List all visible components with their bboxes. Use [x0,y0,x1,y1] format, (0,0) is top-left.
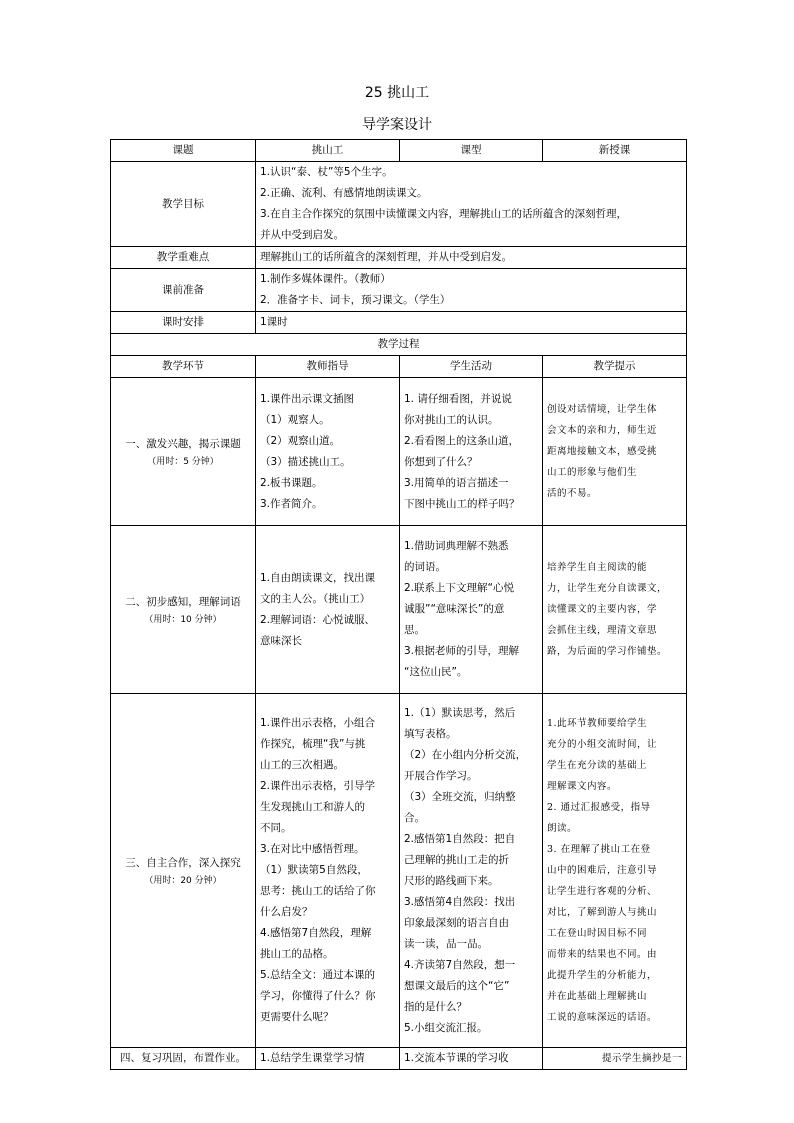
cell-line: 山中的困难后，注意引导 [547,865,658,876]
cell-line: 而带来的结果也不同。由 [547,949,658,960]
stage-name: 三、自主合作，深入探究 [125,857,241,869]
cell-line: 1.交流本节课的学习收 [404,1052,509,1064]
type-label: 课型 [400,140,543,162]
cell-line: 会抓住主线，理清文章思 [547,625,658,636]
stage-name-cell [111,526,256,694]
stage-row [111,526,687,694]
lesson-plan-table [110,139,687,1070]
cell-line: 2.板书课题。 [260,476,323,489]
cell-line: 充分的小组交流时间，让 [547,739,658,750]
tips-cell [543,694,687,1048]
student-cell [400,378,543,526]
cell-line: 工在登山时因目标不同 [547,928,648,939]
stage-row [111,1048,687,1070]
cell-line: 思。 [404,624,425,636]
cell-line: 读一读，品一品。 [404,937,488,950]
key-points-row [111,247,687,269]
cell-line: 2.课件出示表格，引导学 [260,780,376,792]
cell-line: 1.总结学生课堂学习情 [260,1052,365,1064]
cell-line: 1. 请仔细看图，并说说 [404,392,512,405]
cell-line: 培养学生自主阅读的能 [547,562,648,573]
schedule-value: 1课时 [256,312,687,334]
cell-line: 2.理解词语：心悦诚服、 [260,613,376,626]
cell-line: 1.课件出示表格，小组合 [260,717,376,729]
cell-line: 3.在对比中感悟哲理。 [260,843,365,855]
cell-line: 此提升学生的分析能力， [547,970,658,981]
cell-line: 开展合作学习。 [404,769,478,782]
stage-name-cell [111,694,256,1048]
cell-line: 挑山工的品格。 [260,948,334,960]
stage-time: （用时：10 分钟） [144,615,222,625]
tips-cell [543,526,687,694]
lesson-title: 25 挑山工 [364,85,430,101]
objectives-label: 教学目标 [111,162,256,247]
stage-name-cell [111,378,256,526]
objectives-row [111,162,687,247]
cell-line: 1.自由朗读课文，找出课 [260,571,376,584]
cell-line: 理解课文内容。 [547,781,618,792]
stage-row [111,378,687,526]
header-row [111,140,687,162]
cell-line: 己理解的挑山工走的折 [404,853,509,866]
cell-line: 指的是什么？ [404,1000,467,1013]
cell-line: 生发现挑山工和游人的 [260,801,365,813]
column-header-stage: 教学环节 [111,356,256,378]
cell-line: 2.感悟第1自然段：把自 [404,832,516,845]
stage-name-cell [111,1048,256,1070]
cell-line: 什么启发？ [260,906,313,918]
process-title: 教学过程 [111,334,687,356]
objective-line: 2.正确、流利、有感情地朗读课文。 [260,187,428,199]
student-cell [400,694,543,1048]
key-points-value: 理解挑山工的话所蕴含的深刻哲理，并从中受到启发。 [256,247,687,269]
lesson-value: 挑山工 [256,140,400,162]
column-header-row [111,356,687,378]
cell-line: 3. 在理解了挑山工在登 [547,844,651,855]
cell-line: 提示学生摘抄是一 [601,1053,682,1064]
cell-line: 尺形的路线画下来。 [404,874,499,887]
stage-name: 一、激发兴趣，揭示课题 [125,438,241,450]
process-title-row [111,334,687,356]
tips-cell [543,378,687,526]
cell-line: （1）观察人。 [260,413,330,426]
lesson-label: 课题 [111,140,256,162]
cell-line: 力，让学生充分自读课文， [547,583,668,594]
cell-line: 填写表格。 [404,727,457,740]
cell-line: 活的不易。 [547,488,598,499]
stage-row [111,694,687,1048]
cell-line: 你对挑山工的认识。 [404,413,499,426]
stage-name: 四、复习巩固，布置作业。 [120,1052,246,1064]
objective-line: 3.在自主合作探究的氛围中读懂课文内容，理解挑山工的话所蕴含的深刻哲理， [260,208,628,220]
cell-line: 会文本的亲和力，师生近 [547,425,658,436]
cell-line: 1.此环节教师要给学生 [547,718,648,729]
cell-line: 3.用简单的语言描述一 [404,476,509,489]
cell-line: 朗读。 [547,823,578,834]
stage-name: 二、初步感知，理解词语 [125,596,241,608]
student-cell [400,526,543,694]
cell-line: 5.总结全文：通过本课的 [260,969,376,981]
schedule-label: 课时安排 [111,312,256,334]
cell-line: （3）全班交流，归纳整 [404,790,516,803]
cell-line: 2.看看图上的这条山道， [404,434,520,447]
cell-line: 合。 [404,811,425,824]
cell-line: 更需要什么呢？ [260,1011,334,1023]
cell-line: 作探究，梳理“我”与挑 [260,738,366,750]
cell-line: 3.根据老师的引导，理解 [404,645,520,657]
cell-line: 3.作者简介。 [260,497,323,510]
cell-line: 创设对话情境，让学生体 [547,404,658,415]
schedule-row [111,312,687,334]
cell-line: （2）观察山道。 [260,434,341,447]
teacher-cell [256,694,400,1048]
stage-time: （用时：5 分钟） [147,457,219,467]
cell-line: 山工的形象与他们生 [547,467,638,478]
cell-line: 下图中挑山工的样子吗？ [404,497,520,510]
cell-line: 学习，你懂得了什么？你 [260,990,376,1002]
cell-line: 思考：挑山工的话给了你 [260,885,376,897]
cell-line: 1.（1）默读思考，然后 [404,706,516,719]
cell-line: 学生在充分读的基础上 [547,760,648,771]
cell-line: 想课文最后的这个“它” [404,979,510,992]
cell-line: 4.感悟第7自然段，理解 [260,927,372,939]
objectives-content [256,162,687,247]
key-points-label: 教学重难点 [111,247,256,269]
column-header-teacher: 教师指导 [256,356,400,378]
cell-line: 2.联系上下文理解“心悦 [404,582,514,594]
cell-line: 你想到了什么？ [404,455,478,468]
cell-line: 文的主人公。（挑山工） [260,592,371,605]
preparation-label: 课前准备 [111,269,256,312]
cell-line: 让学生进行客观的分析、 [547,886,658,897]
preparation-row [111,269,687,312]
cell-line: 并在此基础上理解挑山 [547,991,648,1002]
column-header-student: 学生活动 [400,356,543,378]
cell-line: 山工的三次相遇。 [260,759,344,771]
cell-line: 意味深长 [260,634,302,647]
cell-line: 4.齐读第7自然段，想一 [404,958,516,971]
objective-line: 并从中受到启发。 [260,229,344,241]
cell-line: 2. 通过汇报感受，指导 [547,802,651,813]
teacher-cell [256,378,400,526]
cell-line: 对比，了解到游人与挑山 [547,907,658,918]
teacher-cell [256,526,400,694]
cell-line: 路，为后面的学习作铺垫。 [547,646,668,657]
preparation-content [256,269,687,312]
cell-line: 的词语。 [404,561,446,573]
preparation-line: 2．准备字卡、词卡，预习课文。（学生） [260,294,451,306]
document-subtitle: 导学案设计 [362,117,432,133]
cell-line: 1.课件出示课文插图 [260,392,355,405]
teacher-cell [256,1048,400,1070]
column-header-tips: 教学提示 [543,356,687,378]
stage-time: （用时：20 分钟） [144,876,222,886]
objective-line: 1.认识“泰、杖”等5个生字。 [260,166,393,178]
cell-line: （1）默读第5自然段， [260,864,368,876]
type-value: 新授课 [543,140,687,162]
cell-line: （3）描述挑山工。 [260,455,351,468]
cell-line: 5.小组交流汇报。 [404,1021,488,1034]
cell-line: 印象最深刻的语言自由 [404,916,509,929]
cell-line: 诚服”“意味深长”的意 [404,603,505,615]
cell-line: 1.借助词典理解不熟悉 [404,540,509,552]
cell-line: 距离地接触文本，感受挑 [547,446,658,457]
cell-line: （2）在小组内分析交流， [404,748,527,761]
student-cell [400,1048,543,1070]
cell-line: 3.感悟第4自然段：找出 [404,895,516,908]
tips-cell [543,1048,687,1070]
preparation-line: 1.制作多媒体课件。（教师） [260,273,391,285]
cell-line: 工说的意味深远的话语。 [547,1012,658,1023]
cell-line: “这位山民”。 [404,666,468,678]
cell-line: 不同。 [260,822,292,834]
cell-line: 读懂课文的主要内容，学 [547,604,658,615]
